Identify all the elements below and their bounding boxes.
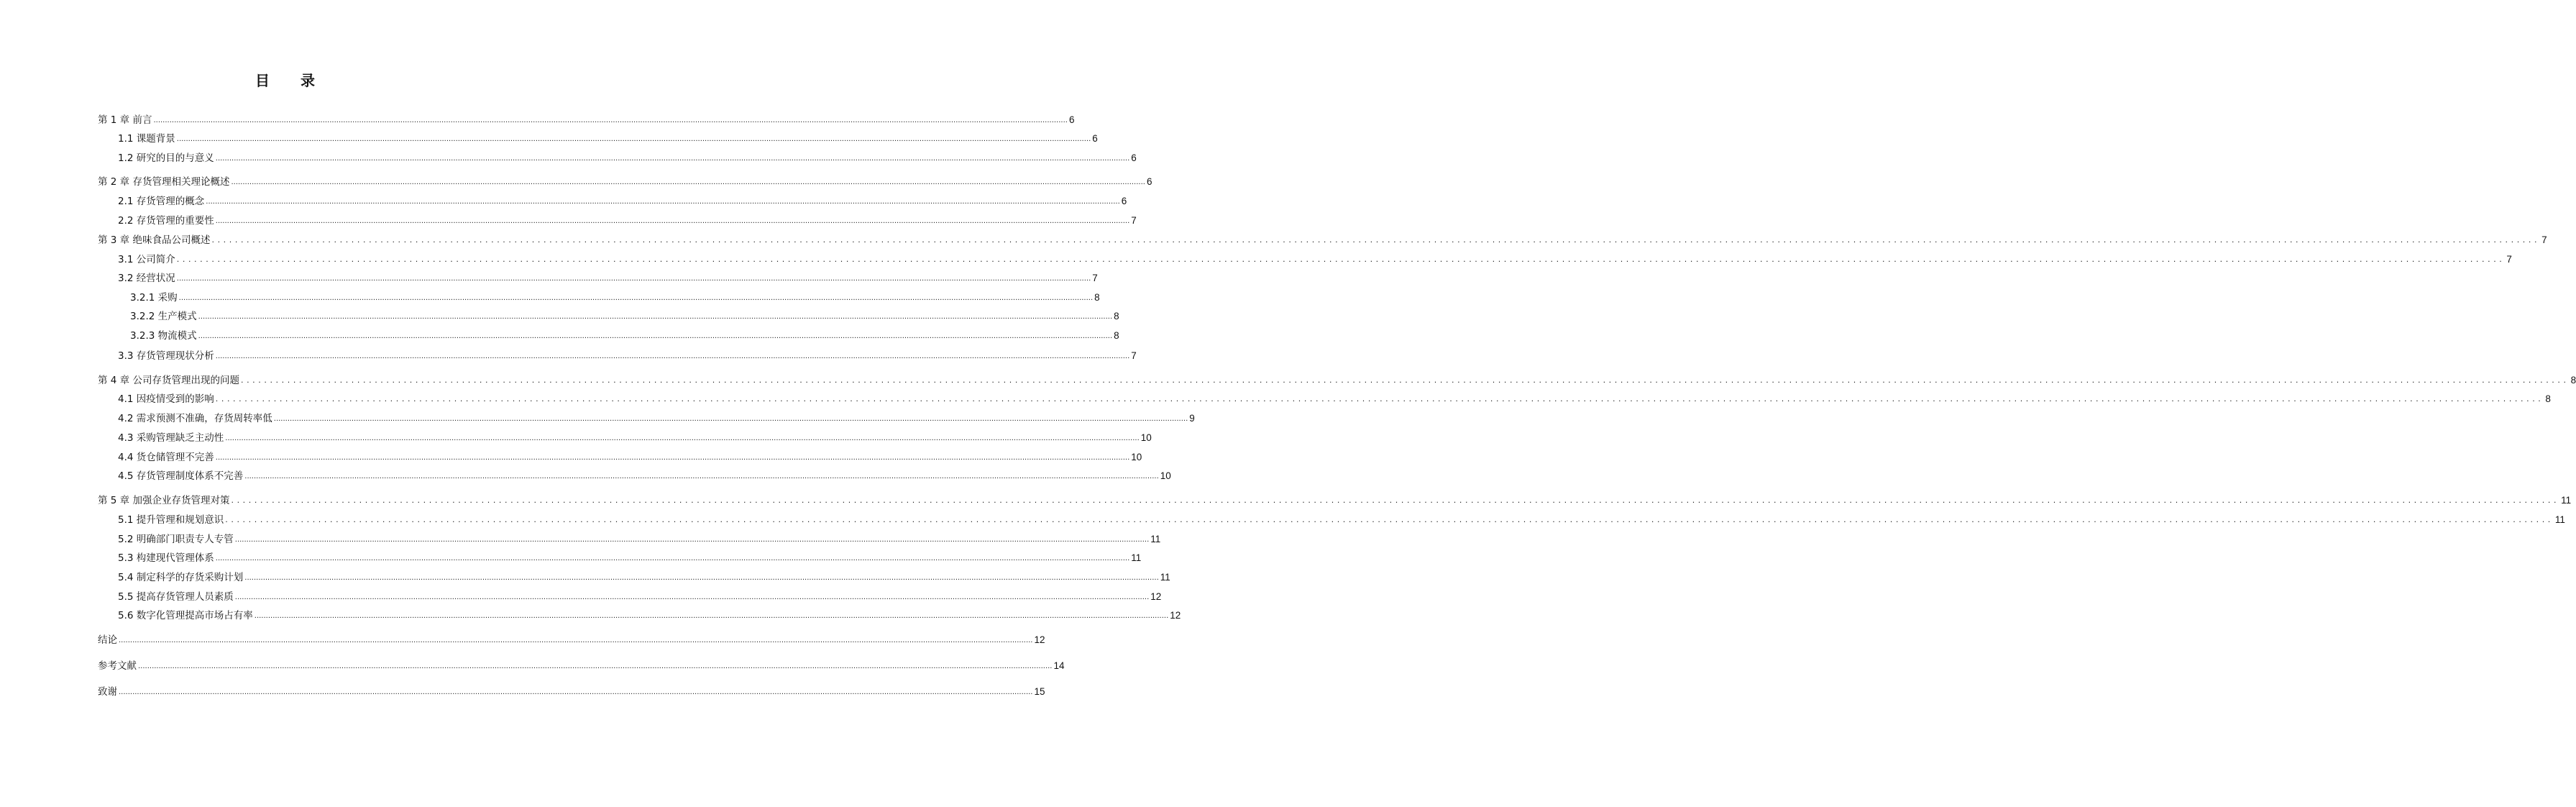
toc-dot-leader: ................................................................................................................................................................................................................................................................................................................................................................................................................ — [176, 275, 1091, 283]
toc-dot-leader: ................................................................................................................................................................................................................................................................................................................................................................................................................ — [244, 473, 1159, 480]
toc-entry-label: 4.2 需求预测不准确，存货周转率低 — [118, 413, 272, 424]
toc-entry[interactable] — [98, 685, 1045, 698]
toc-dot-leader: ................................................................................................................................................................................................................................................................................................................................................................................................................ — [153, 117, 1068, 124]
toc-entry[interactable] — [118, 214, 1137, 227]
toc-entry-page-number: 7 — [1092, 273, 1098, 283]
toc-dot-leader: ................................................................................................................................................................................................................................................................................................................................................................................................................ — [234, 536, 1150, 544]
toc-entry[interactable] — [130, 329, 1119, 342]
toc-entry-label: 1.2 研究的目的与意义 — [118, 152, 214, 164]
toc-entry[interactable] — [118, 272, 1098, 285]
toc-entry-page-number: 6 — [1121, 196, 1127, 206]
toc-entry-page-number: 6 — [1092, 133, 1098, 144]
toc-entry-label: 第 3 章 绝味食品公司概述 — [98, 234, 211, 246]
toc-entry-page-number: 9 — [1189, 413, 1195, 424]
toc-entry[interactable] — [118, 253, 2512, 266]
toc-dot-leader: ................................................................................................................................................................................................................................................................................................................................................................................................................ — [211, 235, 2541, 245]
toc-dot-leader: ................................................................................................................................................................................................................................................................................................................................................................................................................ — [254, 612, 1169, 620]
toc-entry-page-number: 6 — [1068, 114, 1075, 125]
toc-entry-label: 4.4 货仓储管理不完善 — [118, 452, 214, 463]
toc-entry-page-number: 6 — [1131, 152, 1137, 163]
toc-entry[interactable] — [98, 114, 1075, 127]
toc-entry-label: 4.3 采购管理缺乏主动性 — [118, 432, 224, 444]
toc-dot-leader: ................................................................................................................................................................................................................................................................................................................................................................................................................ — [119, 637, 1033, 644]
toc-entry-label: 5.3 构建现代管理体系 — [118, 552, 214, 564]
toc-dot-leader: ................................................................................................................................................................................................................................................................................................................................................................................................................ — [225, 434, 1140, 442]
toc-entry-page-number: 7 — [1131, 215, 1137, 226]
toc-entry-page-number: 11 — [1160, 572, 1170, 583]
toc-entry-page-number: 11 — [2561, 495, 2572, 506]
toc-entry[interactable] — [130, 291, 1100, 304]
toc-entry[interactable] — [118, 393, 2551, 406]
toc-entry[interactable] — [118, 152, 1137, 165]
toc-entry-page-number: 8 — [2545, 393, 2551, 404]
toc-dot-leader: ................................................................................................................................................................................................................................................................................................................................................................................................................ — [176, 255, 2506, 264]
toc-entry-page-number: 10 — [1131, 452, 1142, 462]
toc-entry-label: 第 4 章 公司存货管理出现的问题 — [98, 375, 239, 386]
toc-entry[interactable] — [118, 609, 1181, 622]
toc-entry[interactable] — [118, 412, 1195, 425]
toc-entry-page-number: 12 — [1150, 591, 1162, 602]
toc-entry[interactable] — [118, 195, 1127, 208]
toc-entry-page-number: 12 — [1034, 634, 1045, 645]
toc-dot-leader: ................................................................................................................................................................................................................................................................................................................................................................................................................ — [198, 313, 1113, 321]
toc-entry-label: 3.3 存货管理现状分析 — [118, 350, 214, 362]
toc-dot-leader: ................................................................................................................................................................................................................................................................................................................................................................................................................ — [231, 496, 2560, 505]
toc-entry[interactable] — [118, 591, 1162, 603]
toc-dot-leader: ................................................................................................................................................................................................................................................................................................................................................................................................................ — [273, 415, 1188, 423]
toc-entry-label: 3.2.1 采购 — [130, 292, 178, 304]
toc-entry-page-number: 8 — [1114, 311, 1119, 322]
toc-dot-leader: ................................................................................................................................................................................................................................................................................................................................................................................................................ — [231, 178, 1145, 186]
toc-entry-label: 结论 — [98, 634, 117, 646]
toc-dot-leader: ................................................................................................................................................................................................................................................................................................................................................................................................................ — [198, 332, 1113, 340]
toc-entry[interactable] — [98, 634, 1045, 647]
toc-entry-page-number: 7 — [2506, 254, 2512, 265]
toc-entry-page-number: 6 — [1146, 176, 1152, 187]
toc-entry-label: 致谢 — [98, 686, 117, 698]
toc-entry-label: 3.2.2 生产模式 — [130, 311, 197, 322]
toc-entry-label: 3.2 经营状况 — [118, 273, 175, 284]
toc-dot-leader: ................................................................................................................................................................................................................................................................................................................................................................................................................ — [234, 593, 1150, 601]
toc-dot-leader: ................................................................................................................................................................................................................................................................................................................................................................................................................ — [215, 454, 1130, 462]
toc-entry-page-number: 8 — [1114, 330, 1119, 341]
toc-entry-label: 3.1 公司简介 — [118, 254, 175, 265]
toc-dot-leader: ................................................................................................................................................................................................................................................................................................................................................................................................................ — [240, 375, 2570, 385]
toc-entry[interactable] — [98, 494, 2572, 507]
toc-entry-page-number: 14 — [1053, 660, 1065, 671]
toc-dot-leader: ................................................................................................................................................................................................................................................................................................................................................................................................................ — [215, 155, 1130, 163]
toc-entry[interactable] — [118, 432, 1152, 444]
toc-entry-page-number: 11 — [2554, 514, 2565, 525]
toc-entry-label: 5.4 制定科学的存货采购计划 — [118, 572, 244, 583]
toc-entry-page-number: 7 — [2541, 234, 2547, 245]
toc-entry-page-number: 15 — [1034, 686, 1045, 697]
toc-entry-page-number: 11 — [1150, 534, 1161, 544]
toc-entry-label: 参考文献 — [98, 660, 137, 672]
toc-entry-label: 5.1 提升管理和规划意识 — [118, 514, 224, 526]
toc-entry-label: 2.2 存货管理的重要性 — [118, 215, 214, 227]
toc-dot-leader: ................................................................................................................................................................................................................................................................................................................................................................................................................ — [176, 135, 1091, 143]
toc-entry-label: 第 1 章 前言 — [98, 114, 152, 126]
toc-entry-page-number: 8 — [2570, 375, 2576, 386]
toc-entry[interactable] — [98, 234, 2547, 247]
toc-title: 目 录 — [255, 72, 328, 89]
toc-entry[interactable] — [98, 660, 1065, 672]
toc-dot-leader: ................................................................................................................................................................................................................................................................................................................................................................................................................ — [119, 688, 1033, 696]
toc-dot-leader: ................................................................................................................................................................................................................................................................................................................................................................................................................ — [215, 555, 1130, 562]
toc-dot-leader: ................................................................................................................................................................................................................................................................................................................................................................................................................ — [225, 515, 2554, 524]
toc-dot-leader: ................................................................................................................................................................................................................................................................................................................................................................................................................ — [178, 294, 1094, 302]
toc-entry[interactable] — [130, 310, 1119, 323]
toc-entry-label: 2.1 存货管理的概念 — [118, 196, 205, 207]
toc-dot-leader: ................................................................................................................................................................................................................................................................................................................................................................................................................ — [215, 352, 1130, 360]
toc-entry-label: 5.2 明确部门职责专人专管 — [118, 534, 234, 545]
toc-entry[interactable] — [118, 350, 1137, 363]
toc-entry[interactable] — [98, 374, 2576, 387]
toc-entry-page-number: 11 — [1131, 552, 1142, 563]
toc-entry[interactable] — [118, 552, 1142, 565]
toc-entry-page-number: 7 — [1131, 350, 1137, 361]
toc-entry-page-number: 10 — [1140, 432, 1152, 443]
toc-dot-leader: ................................................................................................................................................................................................................................................................................................................................................................................................................ — [244, 574, 1159, 582]
toc-entry-label: 5.6 数字化管理提高市场占有率 — [118, 610, 253, 621]
toc-entry[interactable] — [98, 175, 1152, 188]
toc-dot-leader: ................................................................................................................................................................................................................................................................................................................................................................................................................ — [206, 198, 1120, 206]
toc-entry-page-number: 8 — [1094, 292, 1100, 303]
toc-entry-label: 4.1 因疫情受到的影响 — [118, 393, 214, 405]
toc-entry-page-number: 10 — [1160, 470, 1171, 481]
toc-entry-page-number: 12 — [1170, 610, 1181, 621]
toc-dot-leader: ................................................................................................................................................................................................................................................................................................................................................................................................................ — [215, 217, 1130, 225]
toc-entry[interactable] — [118, 514, 2565, 526]
toc-entry[interactable] — [118, 132, 1098, 145]
toc-dot-leader: ................................................................................................................................................................................................................................................................................................................................................................................................................ — [138, 662, 1053, 670]
toc-entry[interactable] — [118, 571, 1170, 584]
toc-entry-label: 第 5 章 加强企业存货管理对策 — [98, 495, 230, 506]
toc-dot-leader: ................................................................................................................................................................................................................................................................................................................................................................................................................ — [215, 394, 2544, 404]
toc-entry-label: 3.2.3 物流模式 — [130, 330, 197, 342]
toc-entry-label: 第 2 章 存货管理相关理论概述 — [98, 176, 230, 188]
toc-entry-label: 5.5 提高存货管理人员素质 — [118, 591, 234, 603]
toc-entry[interactable] — [118, 470, 1171, 483]
toc-entry-label: 4.5 存货管理制度体系不完善 — [118, 470, 244, 482]
toc-entry[interactable] — [118, 451, 1142, 464]
toc-entry-label: 1.1 课题背景 — [118, 133, 175, 145]
toc-entry[interactable] — [118, 533, 1161, 546]
